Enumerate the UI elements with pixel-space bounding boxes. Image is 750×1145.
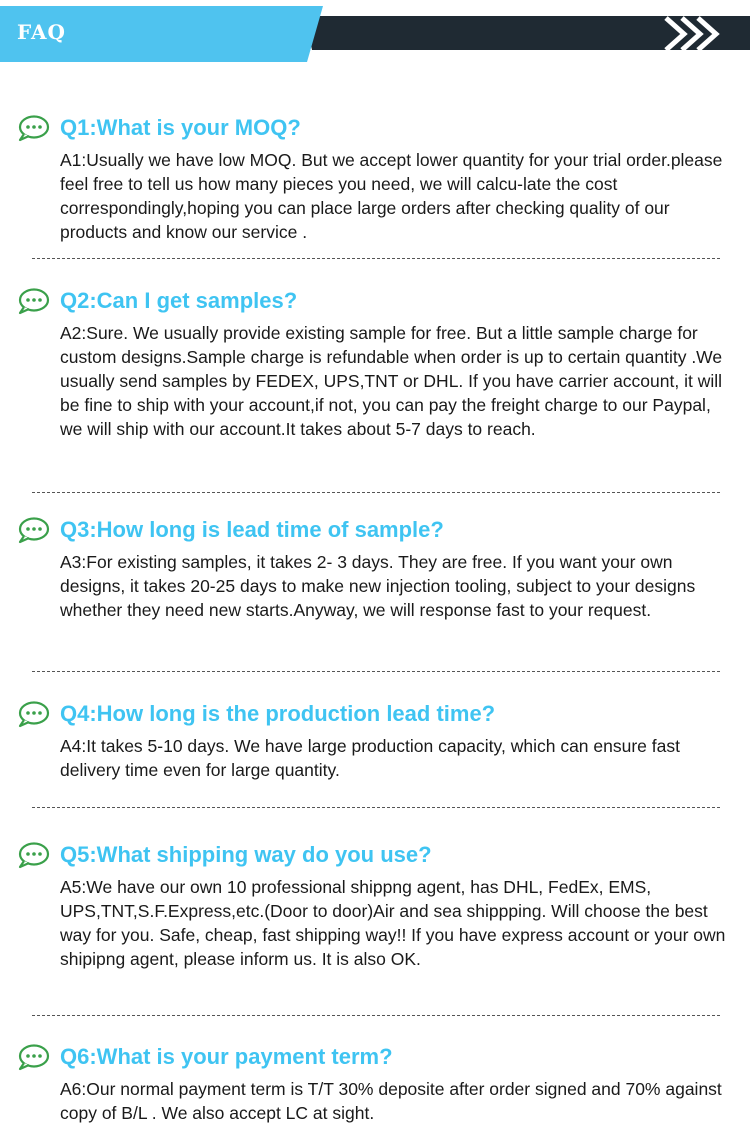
- speech-bubble-icon: [16, 1043, 50, 1071]
- faq-divider: [32, 492, 720, 493]
- faq-question: Q5:What shipping way do you use?: [60, 842, 432, 867]
- faq-banner: [0, 0, 750, 62]
- faq-answer: A5:We have our own 10 professional shippng agent, has DHL, FedEx, EMS, UPS,TNT,S.F.Express,etc.(Door to door)Air and sea shippping. Will choose the best way for you. Safe, cheap, fast shipping way!! If you have express account or your own shipipng agent, please inform us. It is also OK.: [60, 877, 726, 969]
- faq-question: Q2:Can I get samples?: [60, 288, 298, 313]
- faq-answer: A4:It takes 5-10 days. We have large production capacity, which can ensure fast delivery time even for large quantity.: [60, 736, 680, 780]
- speech-bubble-icon: [16, 114, 50, 142]
- faq-divider: [32, 258, 720, 259]
- faq-divider: [32, 671, 720, 672]
- faq-question: Q3:How long is lead time of sample?: [60, 517, 444, 542]
- banner-graphic: [0, 0, 750, 62]
- speech-bubble-icon: [16, 700, 50, 728]
- faq-answer: A1:Usually we have low MOQ. But we accept lower quantity for your trial order.please feel free to tell us how many pieces you need, we will calcu-late the cost correspondingly,hoping you can place large orders after checking quality of our products and know our service .: [60, 150, 723, 242]
- faq-answer: A6:Our normal payment term is T/T 30% deposite after order signed and 70% against copy of B/L . We also accept LC at sight.: [60, 1079, 722, 1123]
- speech-bubble-icon: [16, 516, 50, 544]
- faq-divider: [32, 807, 720, 808]
- speech-bubble-icon: [16, 841, 50, 869]
- speech-bubble-icon: [16, 287, 50, 315]
- faq-divider: [32, 1015, 720, 1016]
- faq-question: Q4:How long is the production lead time?: [60, 701, 496, 726]
- faq-answer: A3:For existing samples, it takes 2- 3 days. They are free. If you want your own designs, it takes 20-25 days to make new injection tooling, subject to your designs whether they need new starts.Anyway, we will response fast to your request.: [60, 552, 696, 620]
- page-title: FAQ: [17, 20, 66, 44]
- faq-question: Q6:What is your payment term?: [60, 1044, 393, 1069]
- faq-question: Q1:What is your MOQ?: [60, 115, 301, 140]
- faq-answer: A2:Sure. We usually provide existing sample for free. But a little sample charge for custom designs.Sample charge is refundable when order is up to certain quantity .We usually send samples by FEDEX, UPS,TNT or DHL. If you have carrier account, it will be fine to ship with your account,if not, you can pay the freight charge to our Paypal, we will ship with our account.It takes about 5-7 days to reach.: [60, 323, 723, 439]
